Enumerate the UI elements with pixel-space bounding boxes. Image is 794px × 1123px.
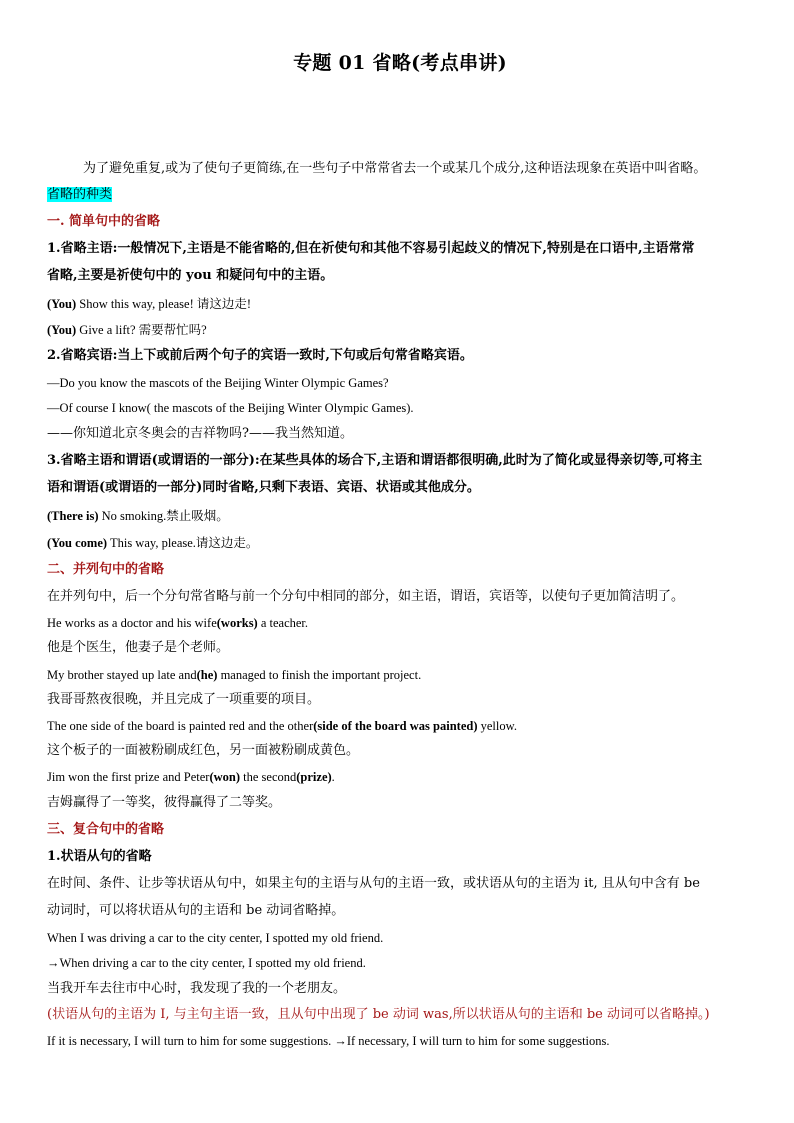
types-heading — [47, 186, 112, 204]
s3-subheading-1: 1.状语从句的省略 — [47, 849, 152, 864]
example-text: He works as a doctor and his wife — [47, 616, 217, 630]
omitted-part: (You) — [47, 297, 77, 311]
s2-translation-1: 他是个医生，他妻子是个老师。 — [47, 640, 230, 655]
s1-example-6 — [47, 507, 229, 525]
example-text: The one side of the board is painted red and the other — [47, 719, 314, 733]
intro-paragraph: 为了避免重复,或为了使句子更简练,在一些句子中常常省去一个或某几个成分,这种语法现象在英语中叫省略。 — [83, 161, 707, 176]
s3-example-1: When I was driving a car to the city center, I spotted my old friend. — [47, 931, 384, 945]
types-heading-highlight: 省略的种类 — [47, 187, 113, 202]
section1-heading: 一. 简单句中的省略 — [47, 214, 161, 229]
s2-example-3 — [47, 717, 517, 735]
omitted-part: (he) — [196, 668, 218, 682]
omitted-part: (won) — [209, 770, 241, 784]
example-text: a teacher. — [257, 616, 309, 630]
s1-example-2 — [47, 321, 207, 339]
omitted-part: (There is) — [47, 509, 99, 523]
s3-example-3: If it is necessary, I will turn to him for some suggestions. →If necessary, I will turn to him for some suggestions. — [47, 1034, 610, 1048]
s3-paragraph-line2: 动词时，可以将状语从句的主语和 be 动词省略掉。 — [47, 903, 345, 918]
example-text: the second — [240, 770, 297, 784]
s1-rule1-line1: 1.省略主语:一般情况下,主语是不能省略的,但在祈使句和其他不容易引起歧义的情况下,特别是在口语中,主语常常 — [47, 241, 695, 256]
omitted-part: (You) — [47, 323, 77, 337]
s2-translation-2: 我哥哥熬夜很晚，并且完成了一项重要的项目。 — [47, 692, 321, 707]
s1-example-1 — [47, 295, 251, 313]
example-text: This way, please.请这边走。 — [107, 536, 259, 550]
example-text: Give a lift? 需要帮忙吗? — [76, 323, 207, 337]
omitted-part: (prize) — [296, 770, 332, 784]
omitted-part: (works) — [216, 616, 258, 630]
s2-intro: 在并列句中，后一个分句常省略与前一个分句中相同的部分，如主语，谓语，宾语等，以使句子更加简洁明了。 — [47, 589, 685, 604]
section2-heading: 二、并列句中的省略 — [47, 562, 165, 577]
s2-translation-3: 这个板子的一面被粉刷成红色，另一面被粉刷成黄色。 — [47, 743, 360, 758]
s3-note: (状语从句的主语为 I, 与主句主语一致，且从句中出现了 be 动词 was,所以状语从句的主语和 be 动词可以省略掉。) — [47, 1007, 710, 1022]
example-text: . — [331, 770, 335, 784]
s2-example-4 — [47, 768, 335, 786]
s2-example-1 — [47, 614, 308, 632]
page-title: 专题 01 省略(考点串讲) — [293, 52, 507, 74]
omitted-part: (You come) — [47, 536, 108, 550]
s1-rule1-line2: 省略,主要是祈使句中的 you 和疑问句中的主语。 — [47, 268, 334, 283]
s1-example-3: —Do you know the mascots of the Beijing Winter Olympic Games? — [47, 376, 389, 390]
example-text: managed to finish the important project. — [217, 668, 422, 682]
section3-heading: 三、复合句中的省略 — [47, 822, 165, 837]
s1-rule2: 2.省略宾语:当上下或前后两个句子的宾语一致时,下句或后句常省略宾语。 — [47, 348, 473, 363]
s3-translation-1: 当我开车去往市中心时，我发现了我的一个老朋友。 — [47, 981, 347, 996]
s1-example-5: ——你知道北京冬奥会的吉祥物吗?——我当然知道。 — [47, 426, 353, 441]
s2-translation-4: 吉姆赢得了一等奖，彼得赢得了二等奖。 — [47, 795, 282, 810]
example-text: Jim won the first prize and Peter — [47, 770, 210, 784]
omitted-part: (side of the board was painted) — [313, 719, 478, 733]
example-text: Show this way, please! 请这边走! — [76, 297, 252, 311]
example-text: No smoking.禁止吸烟。 — [98, 509, 229, 523]
example-text: yellow. — [477, 719, 517, 733]
s3-example-2: →When driving a car to the city center, I spotted my old friend. — [47, 956, 366, 970]
s1-rule3-line2: 语和谓语(或谓语的一部分)同时省略,只剩下表语、宾语、状语或其他成分。 — [47, 480, 480, 495]
s2-example-2 — [47, 666, 421, 684]
s3-paragraph-line1: 在时间、条件、让步等状语从句中，如果主句的主语与从句的主语一致，或状语从句的主语为 it, 且从句中含有 be — [47, 876, 700, 891]
example-text: My brother stayed up late and — [47, 668, 197, 682]
s1-example-7 — [47, 534, 258, 552]
s1-rule3-line1: 3.省略主语和谓语(或谓语的一部分):在某些具体的场合下,主语和谓语都很明确,此时为了简化或显得亲切等,可将主 — [47, 453, 703, 468]
s1-example-4: —Of course I know( the mascots of the Beijing Winter Olympic Games). — [47, 401, 414, 415]
